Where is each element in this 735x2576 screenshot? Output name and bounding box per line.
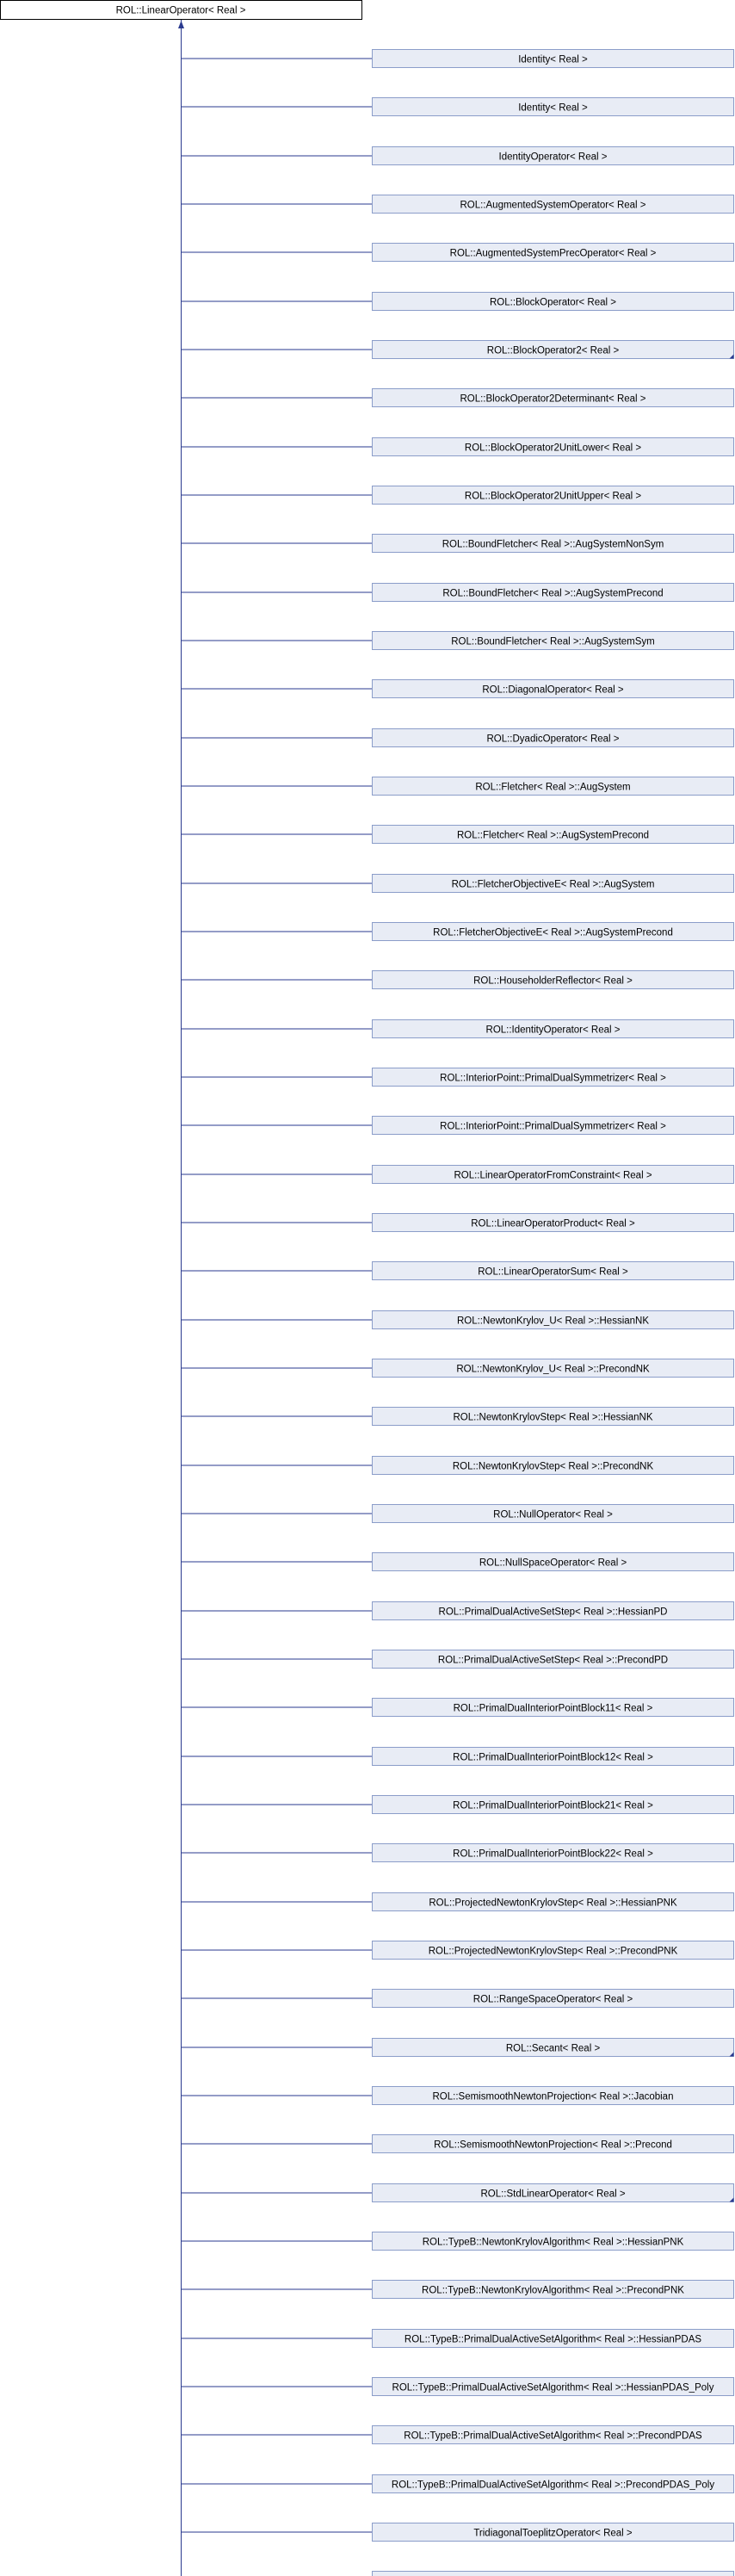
derived-class-label: ROL::BlockOperator2UnitLower< Real > xyxy=(464,443,642,454)
derived-class-node[interactable] xyxy=(373,1990,734,2008)
derived-class-label: Identity< Real > xyxy=(518,102,588,114)
derived-class-label: ROL::PrimalDualInteriorPointBlock21< Real > xyxy=(453,1800,653,1811)
derived-class-label: ROL::InteriorPoint::PrimalDualSymmetrizer< Real > xyxy=(440,1073,666,1084)
derived-class-node[interactable] xyxy=(373,1311,734,1329)
derived-class-label: ROL::FletcherObjectiveE< Real >::AugSystem xyxy=(451,879,655,890)
derived-class-box xyxy=(373,2572,734,2576)
derived-class-label: ROL::BlockOperator2UnitUpper< Real > xyxy=(464,491,642,502)
derived-class-node[interactable] xyxy=(373,2523,734,2542)
derived-class-label: ROL::RangeSpaceOperator< Real > xyxy=(472,1994,633,2005)
derived-class-node[interactable] xyxy=(373,1117,734,1135)
derived-class-node[interactable] xyxy=(373,50,734,68)
derived-class-node[interactable] xyxy=(373,1505,734,1523)
derived-class-label: ROL::NullSpaceOperator< Real > xyxy=(479,1557,627,1569)
derived-class-label: ROL::BlockOperator< Real > xyxy=(489,297,617,308)
derived-class-label: ROL::NewtonKrylovStep< Real >::HessianNK xyxy=(453,1412,653,1423)
derived-class-node[interactable] xyxy=(373,2232,734,2251)
derived-class-node[interactable] xyxy=(373,875,734,893)
derived-class-node[interactable] xyxy=(373,1650,734,1669)
base-class-label: ROL::LinearOperator< Real > xyxy=(115,5,246,16)
derived-class-node[interactable] xyxy=(373,2039,734,2057)
derived-class-node[interactable] xyxy=(373,1699,734,1717)
derived-class-label: ROL::StdLinearOperator< Real > xyxy=(480,2189,626,2200)
derived-class-node[interactable] xyxy=(373,680,734,698)
derived-class-label: ROL::ProjectedNewtonKrylovStep< Real >::PrecondPNK xyxy=(428,1946,678,1957)
derived-class-label: TridiagonalToeplitzOperator< Real > xyxy=(473,2528,633,2539)
derived-class-node[interactable] xyxy=(373,98,734,116)
derived-class-node[interactable] xyxy=(373,1941,734,1960)
derived-class-node[interactable] xyxy=(373,1844,734,1862)
derived-class-node[interactable] xyxy=(373,2087,734,2105)
inheritance-edges xyxy=(178,20,373,2576)
derived-class-node[interactable] xyxy=(373,729,734,747)
derived-class-node[interactable] xyxy=(373,1893,734,1911)
derived-class-label: ROL::DyadicOperator< Real > xyxy=(486,734,620,745)
derived-class-nodes xyxy=(373,50,734,2576)
derived-class-label: ROL::Secant< Real > xyxy=(505,2043,601,2054)
derived-class-node[interactable] xyxy=(373,1068,734,1087)
derived-class-label: ROL::BlockOperator2Determinant< Real > xyxy=(460,393,646,405)
derived-class-node[interactable] xyxy=(373,632,734,650)
derived-class-label: ROL::NewtonKrylov_U< Real >::PrecondNK xyxy=(456,1364,650,1375)
derived-class-node[interactable] xyxy=(373,1262,734,1280)
derived-class-label: ROL::Fletcher< Real >::AugSystemPrecond xyxy=(456,830,650,841)
derived-class-label: ROL::NullOperator< Real > xyxy=(493,1509,613,1520)
derived-class-label: ROL::TypeB::PrimalDualActiveSetAlgorithm< Real >::HessianPDAS_Poly xyxy=(392,2382,714,2393)
derived-class-label: ROL::LinearOperatorSum< Real > xyxy=(478,1266,628,1278)
derived-class-node[interactable] xyxy=(373,1359,734,1378)
derived-class-label: ROL::PrimalDualInteriorPointBlock12< Real > xyxy=(453,1752,653,1763)
derived-class-node[interactable] xyxy=(373,195,734,214)
derived-class-label: ROL::PrimalDualActiveSetStep< Real >::HessianPD xyxy=(438,1607,668,1618)
derived-class-label: ROL::SemismoothNewtonProjection< Real >::Precond xyxy=(434,2139,672,2151)
derived-class-node[interactable] xyxy=(373,293,734,311)
derived-class-node[interactable] xyxy=(373,1602,734,1620)
derived-class-node[interactable] xyxy=(373,1457,734,1475)
derived-class-label: ROL::BoundFletcher< Real >::AugSystemSym xyxy=(451,636,655,647)
derived-class-node[interactable] xyxy=(373,2135,734,2153)
base-class-node[interactable] xyxy=(1,1,362,20)
derived-class-node[interactable] xyxy=(373,1408,734,1426)
derived-class-label: ROL::TypeB::PrimalDualActiveSetAlgorithm< Real >::HessianPDAS xyxy=(404,2334,702,2345)
derived-class-label: ROL::PrimalDualInteriorPointBlock11< Real > xyxy=(453,1703,653,1714)
derived-class-node[interactable] xyxy=(373,923,734,941)
derived-class-label: ROL::BoundFletcher< Real >::AugSystemPrecond xyxy=(442,588,664,599)
derived-class-label: ROL::TypeB::NewtonKrylovAlgorithm< Real >::HessianPNK xyxy=(422,2237,684,2248)
derived-class-node[interactable] xyxy=(373,1214,734,1232)
derived-class-node[interactable] xyxy=(373,2184,734,2202)
derived-class-node[interactable] xyxy=(373,2426,734,2444)
derived-class-label: IdentityOperator< Real > xyxy=(498,152,608,163)
derived-class-label: ROL::SemismoothNewtonProjection< Real >::Jacobian xyxy=(432,2091,674,2102)
derived-class-node[interactable] xyxy=(373,826,734,844)
derived-class-node[interactable] xyxy=(373,535,734,553)
derived-class-node[interactable] xyxy=(373,1553,734,1571)
derived-class-node[interactable] xyxy=(373,2281,734,2299)
derived-class-node[interactable] xyxy=(373,341,734,359)
derived-class-label: ROL::LinearOperatorProduct< Real > xyxy=(471,1218,635,1229)
derived-class-label: ROL::TypeB::PrimalDualActiveSetAlgorithm< Real >::PrecondPDAS xyxy=(404,2430,702,2442)
derived-class-label: ROL::InteriorPoint::PrimalDualSymmetrizer< Real > xyxy=(440,1121,666,1132)
derived-class-node[interactable] xyxy=(373,147,734,165)
derived-class-node[interactable] xyxy=(373,244,734,262)
derived-class-node[interactable] xyxy=(373,2572,734,2576)
derived-class-node[interactable] xyxy=(373,389,734,407)
derived-class-label: ROL::LinearOperatorFromConstraint< Real > xyxy=(454,1170,652,1181)
derived-class-label: ROL::ProjectedNewtonKrylovStep< Real >::HessianPNK xyxy=(429,1898,677,1909)
derived-class-node[interactable] xyxy=(373,1748,734,1766)
derived-class-label: ROL::DiagonalOperator< Real > xyxy=(482,684,624,696)
derived-class-label: ROL::HouseholderReflector< Real > xyxy=(473,975,633,987)
derived-class-node[interactable] xyxy=(373,1796,734,1814)
derived-class-label: ROL::AugmentedSystemPrecOperator< Real > xyxy=(449,248,657,259)
derived-class-node[interactable] xyxy=(373,2378,734,2396)
derived-class-label: ROL::BoundFletcher< Real >::AugSystemNonSym xyxy=(442,539,664,550)
derived-class-node[interactable] xyxy=(373,1166,734,1184)
derived-class-node[interactable] xyxy=(373,486,734,505)
derived-class-node[interactable] xyxy=(373,2330,734,2348)
derived-class-label: ROL::PrimalDualActiveSetStep< Real >::PrecondPD xyxy=(437,1655,669,1666)
inheritance-arrowhead xyxy=(178,21,184,28)
derived-class-label: ROL::NewtonKrylovStep< Real >::PrecondNK xyxy=(452,1461,654,1472)
derived-class-label: ROL::TypeB::NewtonKrylovAlgorithm< Real >::PrecondPNK xyxy=(422,2285,684,2296)
derived-class-label: Identity< Real > xyxy=(518,54,588,65)
derived-class-label: ROL::BlockOperator2< Real > xyxy=(486,345,620,356)
derived-class-node[interactable] xyxy=(373,777,734,796)
derived-class-label: ROL::AugmentedSystemOperator< Real > xyxy=(460,200,646,211)
derived-class-label: ROL::NewtonKrylov_U< Real >::HessianNK xyxy=(456,1316,650,1327)
derived-class-label: ROL::PrimalDualInteriorPointBlock22< Real > xyxy=(453,1848,653,1860)
derived-class-node[interactable] xyxy=(373,1020,734,1038)
derived-class-label: ROL::FletcherObjectiveE< Real >::AugSystemPrecond xyxy=(433,927,673,938)
derived-class-node[interactable] xyxy=(373,584,734,602)
derived-class-label: ROL::IdentityOperator< Real > xyxy=(485,1025,621,1036)
derived-class-label: ROL::Fletcher< Real >::AugSystem xyxy=(475,782,631,793)
derived-class-node[interactable] xyxy=(373,2475,734,2493)
derived-class-label: ROL::TypeB::PrimalDualActiveSetAlgorithm< Real >::PrecondPDAS_Poly xyxy=(391,2480,715,2491)
derived-class-node[interactable] xyxy=(373,438,734,456)
derived-class-node[interactable] xyxy=(373,971,734,989)
